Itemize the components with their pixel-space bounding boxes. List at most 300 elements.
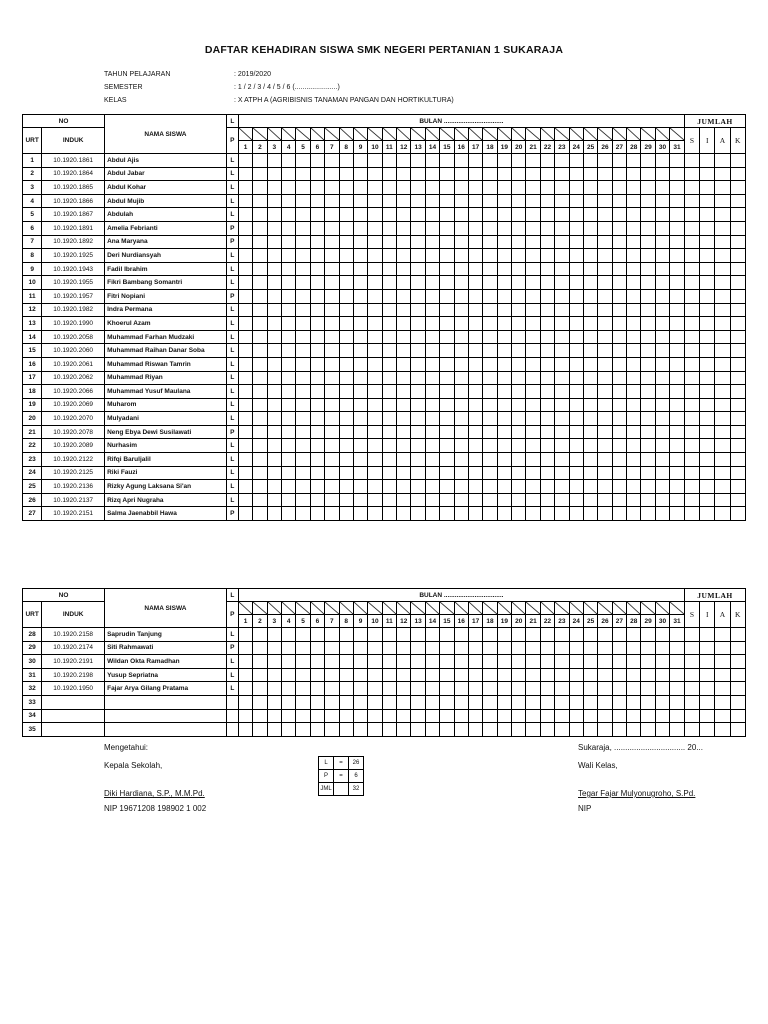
total-label: S — [684, 128, 699, 154]
attendance-cell — [397, 439, 411, 453]
total-label: S — [684, 602, 699, 628]
student-gender: L — [226, 208, 238, 222]
attendance-cell — [253, 276, 267, 290]
attendance-cell — [612, 154, 626, 168]
attendance-cell — [483, 344, 497, 358]
attendance-cell — [655, 709, 669, 723]
attendance-cell — [253, 682, 267, 696]
attendance-cell — [641, 480, 655, 494]
attendance-cell — [382, 303, 396, 317]
attendance-cell — [670, 262, 685, 276]
attendance-cell — [583, 276, 597, 290]
attendance-cell — [700, 289, 715, 303]
student-row — [23, 641, 746, 655]
attendance-cell — [627, 480, 641, 494]
attendance-cell — [512, 167, 526, 181]
attendance-cell — [267, 425, 281, 439]
attendance-cell — [368, 371, 382, 385]
day-slash-cell — [425, 602, 439, 615]
attendance-cell — [468, 628, 482, 642]
attendance-cell — [715, 385, 730, 399]
student-row — [23, 357, 746, 371]
attendance-cell — [454, 682, 468, 696]
attendance-cell — [382, 439, 396, 453]
student-row — [23, 317, 746, 331]
attendance-cell — [353, 398, 367, 412]
attendance-cell — [267, 682, 281, 696]
day-slash-cell — [555, 602, 569, 615]
attendance-cell — [382, 507, 396, 521]
attendance-cell — [425, 723, 439, 737]
attendance-cell — [730, 695, 745, 709]
attendance-cell — [730, 655, 745, 669]
attendance-cell — [715, 330, 730, 344]
attendance-cell — [411, 695, 425, 709]
attendance-cell — [497, 398, 511, 412]
attendance-cell — [454, 194, 468, 208]
attendance-cell — [569, 344, 583, 358]
attendance-cell — [325, 628, 339, 642]
day-number: 17 — [468, 615, 482, 628]
attendance-cell — [555, 276, 569, 290]
attendance-cell — [282, 668, 296, 682]
student-number: 30 — [23, 655, 42, 669]
student-number: 13 — [23, 317, 42, 331]
attendance-cell — [397, 154, 411, 168]
attendance-cell — [526, 466, 540, 480]
attendance-cell — [397, 641, 411, 655]
attendance-cell — [483, 682, 497, 696]
attendance-cell — [339, 439, 353, 453]
attendance-cell — [598, 330, 612, 344]
attendance-cell — [670, 493, 685, 507]
attendance-cell — [425, 398, 439, 412]
attendance-cell — [310, 439, 324, 453]
attendance-cell — [253, 344, 267, 358]
student-gender: P — [226, 641, 238, 655]
attendance-cell — [468, 439, 482, 453]
attendance-cell — [310, 480, 324, 494]
student-name: Wildan Okta Ramadhan — [105, 655, 227, 669]
attendance-cell — [282, 412, 296, 426]
attendance-cell — [483, 439, 497, 453]
day-slash-cell — [483, 602, 497, 615]
attendance-cell — [282, 194, 296, 208]
student-number: 10 — [23, 276, 42, 290]
student-induk — [42, 709, 105, 723]
attendance-cell — [411, 682, 425, 696]
attendance-cell — [641, 371, 655, 385]
attendance-cell — [368, 303, 382, 317]
attendance-cell — [411, 181, 425, 195]
attendance-cell — [512, 181, 526, 195]
student-number: 32 — [23, 682, 42, 696]
attendance-cell — [684, 507, 699, 521]
attendance-cell — [497, 385, 511, 399]
attendance-cell — [627, 194, 641, 208]
attendance-cell — [267, 249, 281, 263]
attendance-cell — [700, 371, 715, 385]
attendance-cell — [238, 385, 252, 399]
day-slash-cell — [512, 128, 526, 141]
attendance-cell — [353, 221, 367, 235]
day-slash-cell — [641, 602, 655, 615]
attendance-cell — [655, 371, 669, 385]
attendance-cell — [555, 641, 569, 655]
student-name: Riki Fauzi — [105, 466, 227, 480]
attendance-cell — [310, 289, 324, 303]
attendance-cell — [700, 235, 715, 249]
student-gender: P — [226, 507, 238, 521]
attendance-cell — [468, 221, 482, 235]
attendance-cell — [339, 466, 353, 480]
attendance-cell — [483, 289, 497, 303]
attendance-cell — [296, 480, 310, 494]
student-gender: L — [226, 682, 238, 696]
attendance-cell — [411, 289, 425, 303]
attendance-cell — [397, 628, 411, 642]
summary-key: JML — [319, 783, 334, 796]
day-slash-cell — [540, 602, 554, 615]
attendance-cell — [282, 357, 296, 371]
student-induk: 10.1920.2151 — [42, 507, 105, 521]
attendance-cell — [397, 425, 411, 439]
attendance-cell — [598, 628, 612, 642]
attendance-cell — [253, 330, 267, 344]
attendance-cell — [730, 262, 745, 276]
attendance-cell — [483, 398, 497, 412]
attendance-cell — [583, 385, 597, 399]
student-name: Fadil Ibrahim — [105, 262, 227, 276]
attendance-cell — [267, 276, 281, 290]
attendance-cell — [512, 695, 526, 709]
student-induk: 10.1920.1864 — [42, 167, 105, 181]
day-number: 18 — [483, 615, 497, 628]
attendance-cell — [454, 167, 468, 181]
attendance-cell — [627, 330, 641, 344]
attendance-cell — [655, 466, 669, 480]
attendance-cell — [440, 208, 454, 222]
attendance-cell — [411, 344, 425, 358]
attendance-cell — [655, 398, 669, 412]
attendance-cell — [382, 453, 396, 467]
attendance-cell — [641, 682, 655, 696]
attendance-cell — [238, 439, 252, 453]
attendance-cell — [612, 235, 626, 249]
attendance-cell — [569, 194, 583, 208]
attendance-cell — [382, 249, 396, 263]
student-number: 3 — [23, 181, 42, 195]
attendance-cell — [612, 453, 626, 467]
attendance-cell — [700, 493, 715, 507]
attendance-cell — [483, 480, 497, 494]
attendance-cell — [368, 398, 382, 412]
attendance-cell — [612, 439, 626, 453]
day-slash-cell — [368, 128, 382, 141]
attendance-cell — [411, 398, 425, 412]
day-slash-cell — [454, 602, 468, 615]
attendance-cell — [627, 371, 641, 385]
attendance-cell — [483, 221, 497, 235]
attendance-cell — [526, 181, 540, 195]
attendance-cell — [627, 709, 641, 723]
day-slash-cell — [325, 602, 339, 615]
attendance-cell — [411, 507, 425, 521]
day-slash-cell — [382, 602, 396, 615]
attendance-cell — [598, 709, 612, 723]
day-slash-cell — [512, 602, 526, 615]
day-number: 8 — [339, 141, 353, 154]
attendance-cell — [730, 235, 745, 249]
attendance-cell — [397, 208, 411, 222]
attendance-cell — [440, 344, 454, 358]
attendance-cell — [684, 682, 699, 696]
attendance-cell — [468, 398, 482, 412]
attendance-cell — [310, 507, 324, 521]
attendance-cell — [569, 439, 583, 453]
attendance-cell — [655, 317, 669, 331]
attendance-cell — [512, 682, 526, 696]
attendance-cell — [282, 344, 296, 358]
summary-row — [319, 783, 364, 796]
attendance-cell — [411, 276, 425, 290]
attendance-cell — [497, 181, 511, 195]
attendance-cell — [397, 262, 411, 276]
attendance-cell — [641, 208, 655, 222]
attendance-cell — [238, 453, 252, 467]
day-slash-cell — [310, 602, 324, 615]
attendance-cell — [282, 398, 296, 412]
attendance-cell — [325, 194, 339, 208]
attendance-cell — [325, 262, 339, 276]
student-number: 23 — [23, 453, 42, 467]
day-number: 10 — [368, 615, 382, 628]
total-label: A — [715, 602, 730, 628]
attendance-cell — [641, 262, 655, 276]
attendance-cell — [425, 235, 439, 249]
attendance-cell — [468, 412, 482, 426]
day-number: 24 — [569, 615, 583, 628]
attendance-cell — [569, 330, 583, 344]
attendance-cell — [339, 249, 353, 263]
attendance-cell — [238, 682, 252, 696]
attendance-cell — [700, 221, 715, 235]
attendance-cell — [612, 262, 626, 276]
attendance-cell — [368, 439, 382, 453]
attendance-cell — [411, 453, 425, 467]
attendance-cell — [483, 235, 497, 249]
attendance-cell — [670, 208, 685, 222]
attendance-cell — [583, 723, 597, 737]
day-number: 23 — [555, 141, 569, 154]
attendance-cell — [296, 466, 310, 480]
attendance-cell — [612, 289, 626, 303]
attendance-cell — [382, 695, 396, 709]
attendance-cell — [483, 208, 497, 222]
attendance-cell — [526, 480, 540, 494]
attendance-cell — [670, 221, 685, 235]
day-number: 6 — [310, 141, 324, 154]
attendance-cell — [526, 221, 540, 235]
attendance-cell — [497, 208, 511, 222]
day-slash-cell — [655, 128, 669, 141]
attendance-cell — [296, 167, 310, 181]
attendance-cell — [583, 682, 597, 696]
attendance-cell — [700, 398, 715, 412]
attendance-cell — [238, 357, 252, 371]
day-number: 16 — [454, 141, 468, 154]
attendance-cell — [296, 668, 310, 682]
student-gender: L — [226, 480, 238, 494]
attendance-cell — [368, 425, 382, 439]
attendance-cell — [583, 344, 597, 358]
day-slash-cell — [238, 602, 252, 615]
student-number: 1 — [23, 154, 42, 168]
attendance-cell — [267, 668, 281, 682]
header-info — [104, 68, 454, 107]
attendance-cell — [684, 357, 699, 371]
attendance-cell — [526, 507, 540, 521]
attendance-cell — [497, 235, 511, 249]
student-row — [23, 181, 746, 195]
attendance-cell — [253, 641, 267, 655]
attendance-cell — [382, 371, 396, 385]
attendance-cell — [310, 628, 324, 642]
attendance-cell — [468, 385, 482, 399]
attendance-cell — [325, 507, 339, 521]
attendance-cell — [368, 262, 382, 276]
day-number: 20 — [512, 615, 526, 628]
attendance-cell — [569, 208, 583, 222]
attendance-cell — [569, 317, 583, 331]
attendance-cell — [700, 357, 715, 371]
attendance-cell — [253, 235, 267, 249]
attendance-cell — [368, 480, 382, 494]
student-number: 19 — [23, 398, 42, 412]
day-slash-cell — [583, 128, 597, 141]
attendance-cell — [238, 303, 252, 317]
acknowledged-label: Mengetahui: — [104, 743, 149, 752]
attendance-cell — [715, 641, 730, 655]
attendance-cell — [440, 330, 454, 344]
attendance-cell — [715, 357, 730, 371]
attendance-cell — [512, 641, 526, 655]
attendance-cell — [282, 154, 296, 168]
attendance-cell — [684, 668, 699, 682]
day-slash-cell — [569, 602, 583, 615]
month-header: BULAN ................................. — [238, 589, 684, 602]
attendance-cell — [526, 641, 540, 655]
attendance-cell — [730, 398, 745, 412]
attendance-cell — [440, 709, 454, 723]
attendance-cell — [325, 425, 339, 439]
attendance-cell — [655, 385, 669, 399]
day-slash-cell — [353, 602, 367, 615]
attendance-cell — [425, 357, 439, 371]
attendance-cell — [468, 493, 482, 507]
day-number: 28 — [627, 615, 641, 628]
attendance-cell — [382, 641, 396, 655]
attendance-cell — [397, 344, 411, 358]
attendance-cell — [583, 655, 597, 669]
attendance-cell — [670, 235, 685, 249]
attendance-cell — [497, 194, 511, 208]
attendance-cell — [684, 466, 699, 480]
attendance-cell — [700, 262, 715, 276]
attendance-cell — [411, 480, 425, 494]
attendance-cell — [555, 682, 569, 696]
attendance-cell — [715, 249, 730, 263]
day-slash-cell — [497, 128, 511, 141]
attendance-cell — [512, 507, 526, 521]
attendance-cell — [296, 425, 310, 439]
attendance-cell — [555, 249, 569, 263]
attendance-cell — [282, 289, 296, 303]
student-induk: 10.1920.2062 — [42, 371, 105, 385]
attendance-cell — [296, 439, 310, 453]
attendance-cell — [670, 466, 685, 480]
attendance-cell — [397, 235, 411, 249]
attendance-cell — [339, 453, 353, 467]
attendance-cell — [296, 235, 310, 249]
attendance-cell — [267, 235, 281, 249]
student-name: Fitri Nopiani — [105, 289, 227, 303]
attendance-cell — [411, 466, 425, 480]
attendance-cell — [397, 317, 411, 331]
attendance-cell — [730, 289, 745, 303]
attendance-cell — [497, 303, 511, 317]
day-slash-cell — [282, 602, 296, 615]
attendance-cell — [440, 439, 454, 453]
day-number: 5 — [296, 141, 310, 154]
attendance-cell — [368, 167, 382, 181]
attendance-cell — [325, 357, 339, 371]
attendance-cell — [282, 466, 296, 480]
gender-summary — [318, 756, 364, 796]
attendance-cell — [655, 412, 669, 426]
attendance-cell — [454, 317, 468, 331]
summary-eq — [334, 783, 349, 796]
student-name: Abdul Mujib — [105, 194, 227, 208]
student-gender: P — [226, 221, 238, 235]
attendance-cell — [670, 668, 685, 682]
attendance-cell — [368, 723, 382, 737]
attendance-cell — [411, 221, 425, 235]
attendance-cell — [540, 668, 554, 682]
attendance-cell — [267, 412, 281, 426]
student-row — [23, 221, 746, 235]
attendance-cell — [641, 723, 655, 737]
attendance-cell — [425, 493, 439, 507]
attendance-cell — [296, 330, 310, 344]
attendance-cell — [339, 181, 353, 195]
attendance-cell — [353, 695, 367, 709]
attendance-cell — [282, 181, 296, 195]
attendance-cell — [583, 181, 597, 195]
attendance-cell — [296, 682, 310, 696]
day-number: 29 — [641, 615, 655, 628]
attendance-cell — [715, 154, 730, 168]
day-slash-cell — [310, 128, 324, 141]
attendance-cell — [655, 181, 669, 195]
attendance-cell — [684, 709, 699, 723]
attendance-cell — [468, 371, 482, 385]
attendance-cell — [440, 194, 454, 208]
day-slash-cell — [397, 128, 411, 141]
homeroom-nip: NIP — [578, 804, 592, 813]
student-gender: P — [226, 425, 238, 439]
attendance-cell — [411, 194, 425, 208]
